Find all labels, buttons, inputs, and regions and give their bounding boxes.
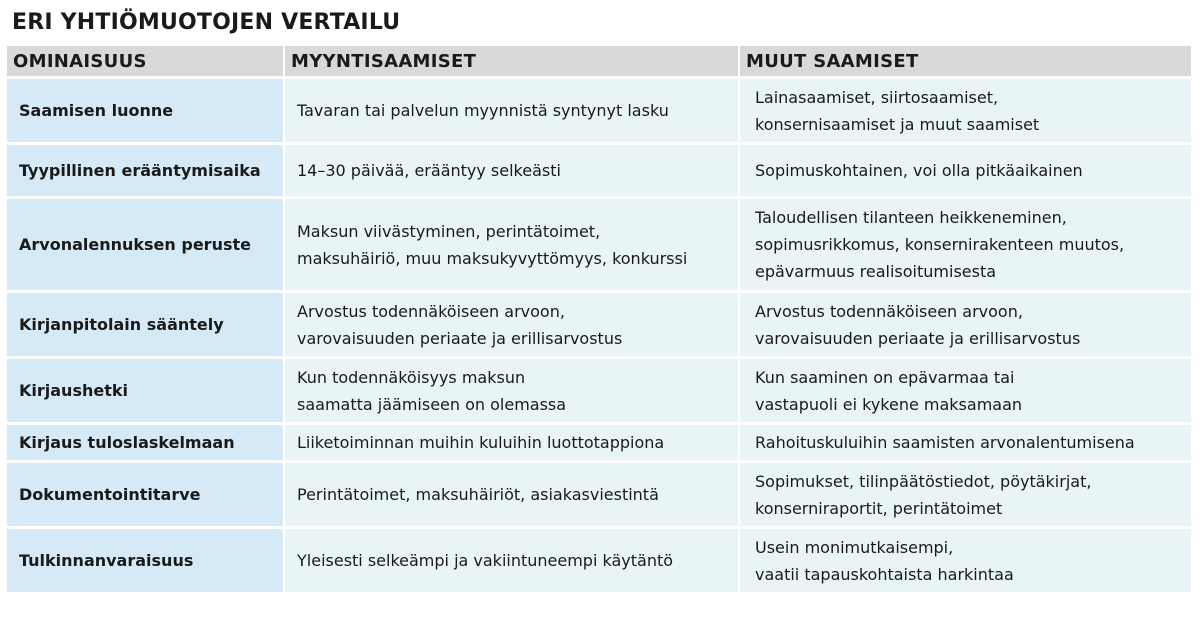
table-body: [7, 76, 1191, 592]
row-sales-receivables: [285, 76, 740, 142]
row-other-receivables: [740, 460, 1191, 526]
cell-line: epävarmuus realisoitumisesta: [755, 262, 997, 281]
table-header: [7, 46, 1191, 76]
row-sales-receivables: [285, 356, 740, 422]
row-sales-receivables: [285, 142, 740, 196]
cell-line: varovaisuuden periaate ja erillisarvostus: [755, 328, 1081, 348]
cell-line: sopimusrikkomus, konsernirakenteen muutos,: [755, 235, 1125, 254]
table-row: [7, 76, 1191, 142]
cell-line: Usein monimutkaisempi,: [755, 537, 954, 557]
cell-line: Taloudellisen tilanteen heikkeneminen,: [755, 208, 1067, 227]
cell-line: Lainasaamiset, siirtosaamiset,: [755, 87, 999, 107]
cell-line: Maksun viivästyminen, perintätoimet,: [297, 221, 601, 241]
table-row: [7, 422, 1191, 460]
cell-line: Kun saaminen on epävarmaa tai: [755, 367, 1015, 387]
cell-line: saamatta jäämiseen on olemassa: [297, 394, 567, 414]
cell-line: Rahoituskuluihin saamisten arvonalentumisena: [755, 433, 1135, 452]
cell-line: konserniraportit, perintätoimet: [755, 498, 1003, 518]
header-feature: OMINAISUUS: [7, 46, 285, 76]
row-feature: Tulkinnanvaraisuus: [7, 526, 285, 592]
cell-line: Sopimukset, tilinpäätöstiedot, pöytäkirjat,: [755, 471, 1092, 491]
table-row: [7, 142, 1191, 196]
row-feature: Saamisen luonne: [7, 76, 285, 142]
table-row: [7, 526, 1191, 592]
cell-line: Arvostus todennäköiseen arvoon,: [297, 301, 565, 321]
row-other-receivables: [740, 422, 1191, 460]
row-sales-receivables: [285, 422, 740, 460]
cell-line: Tavaran tai palvelun myynnistä syntynyt lasku: [297, 101, 669, 120]
cell-line: 14–30 päivää, erääntyy selkeästi: [297, 161, 561, 180]
cell-line: konsernisaamiset ja muut saamiset: [755, 114, 1040, 134]
row-feature: Kirjaushetki: [7, 356, 285, 422]
row-other-receivables: [740, 196, 1191, 290]
header-sales-receivables: MYYNTISAAMISET: [285, 46, 740, 76]
row-sales-receivables: [285, 460, 740, 526]
row-sales-receivables: [285, 196, 740, 290]
table-row: [7, 196, 1191, 290]
cell-line: maksuhäiriö, muu maksukyvyttömyys, konkurssi: [297, 248, 688, 268]
row-feature: Dokumentointitarve: [7, 460, 285, 526]
row-feature: Kirjaus tuloslaskelmaan: [7, 422, 285, 460]
cell-line: Yleisesti selkeämpi ja vakiintuneempi käytäntö: [297, 551, 674, 570]
row-feature: Kirjanpitolain sääntely: [7, 290, 285, 356]
header-row: [7, 46, 1191, 76]
row-other-receivables: [740, 526, 1191, 592]
table-row: [7, 460, 1191, 526]
comparison-table: [7, 46, 1191, 592]
cell-line: Arvostus todennäköiseen arvoon,: [755, 301, 1023, 321]
row-other-receivables: [740, 76, 1191, 142]
header-other-receivables: MUUT SAAMISET: [740, 46, 1191, 76]
cell-line: Sopimuskohtainen, voi olla pitkäaikainen: [755, 161, 1083, 180]
cell-line: vaatii tapauskohtaista harkintaa: [755, 564, 1014, 584]
cell-line: Kun todennäköisyys maksun: [297, 367, 526, 387]
row-other-receivables: [740, 290, 1191, 356]
cell-line: vastapuoli ei kykene maksamaan: [755, 394, 1023, 414]
row-other-receivables: [740, 356, 1191, 422]
row-sales-receivables: [285, 526, 740, 592]
cell-line: varovaisuuden periaate ja erillisarvostus: [297, 328, 623, 348]
table-row: [7, 290, 1191, 356]
page-title: ERI YHTIÖMUOTOJEN VERTAILU: [12, 10, 401, 35]
table-row: [7, 356, 1191, 422]
cell-line: Perintätoimet, maksuhäiriöt, asiakasviestintä: [297, 485, 659, 504]
row-feature: Tyypillinen erääntymisaika: [7, 142, 285, 196]
row-feature: Arvonalennuksen peruste: [7, 196, 285, 290]
cell-line: Liiketoiminnan muihin kuluihin luottotappiona: [297, 433, 665, 452]
row-sales-receivables: [285, 290, 740, 356]
row-other-receivables: [740, 142, 1191, 196]
